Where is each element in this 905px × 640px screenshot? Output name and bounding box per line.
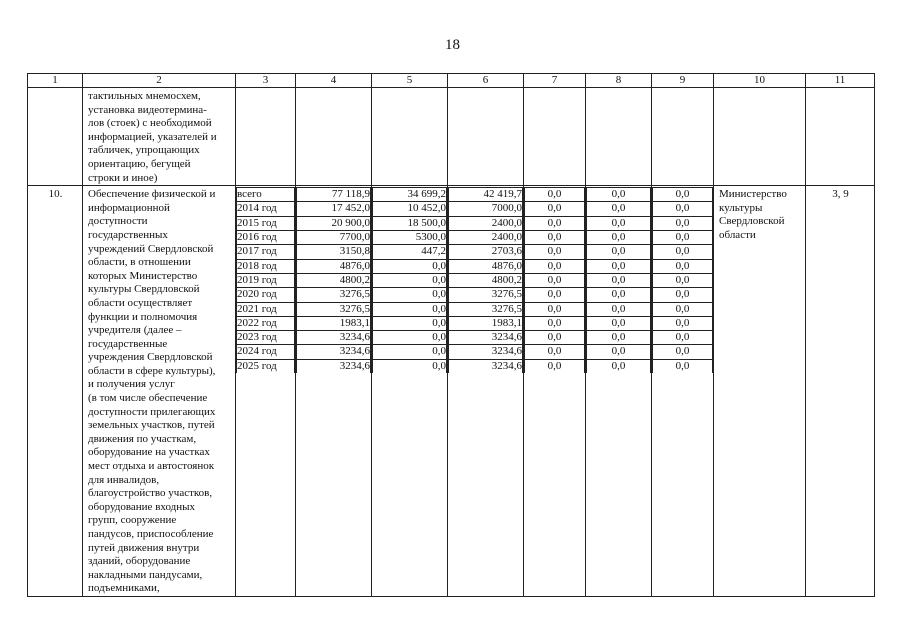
amount-cell: 3276,5	[449, 302, 523, 316]
amount-cell: 0,0	[653, 302, 713, 316]
amount-col6-column	[448, 186, 524, 597]
amount-cell: 1983,1	[449, 316, 523, 330]
amount-cell: 0,0	[525, 259, 585, 273]
amount-cell: 3150,8	[297, 245, 371, 259]
description-line: накладными пандусами,	[88, 568, 203, 581]
amount-cell: 0,0	[525, 288, 585, 302]
amount-cell: 0,0	[587, 288, 651, 302]
amount-col5-column	[372, 186, 448, 597]
description-line: ориентацию, бегущей	[88, 157, 191, 170]
amount-cell: 0,0	[525, 216, 585, 230]
year-cell: 2016 год	[237, 231, 295, 245]
year-cell: 2023 год	[237, 331, 295, 345]
description-line: табличек, упрощающих	[88, 144, 200, 157]
year-cell: 2020 год	[237, 288, 295, 302]
amount-cell: 0,0	[373, 345, 447, 359]
amount-cell: 0,0	[587, 359, 651, 373]
amount-cell: 3234,6	[449, 331, 523, 345]
description-line: подъемниками,	[88, 582, 160, 595]
amount-cell: 0,0	[525, 345, 585, 359]
description-line: строки и иное)	[88, 171, 158, 184]
amount-cell: 0,0	[653, 316, 713, 330]
amount-cell: 3234,6	[297, 359, 371, 373]
amount-cell: 0,0	[587, 245, 651, 259]
amount-cell: 0,0	[525, 273, 585, 287]
amount-cell: 0,0	[373, 259, 447, 273]
amount-cell: 0,0	[587, 302, 651, 316]
amount-cell: 0,0	[653, 259, 713, 273]
year-cell: 2019 год	[237, 273, 295, 287]
description-line: (в том числе обеспечение	[88, 392, 208, 405]
table-row-10	[28, 186, 875, 597]
amount-cell: 0,0	[525, 202, 585, 216]
header-col-3: 3	[236, 74, 296, 88]
year-cell: 2024 год	[237, 345, 295, 359]
description-line: и получения услуг	[88, 378, 175, 391]
year-cell: 2018 год	[237, 259, 295, 273]
amount-cell: 3234,6	[449, 345, 523, 359]
description-line: информацией, указателей и	[88, 130, 217, 143]
amount-cell: 0,0	[525, 245, 585, 259]
amount-cell: 3276,5	[449, 288, 523, 302]
executor-line: Министерство	[719, 188, 787, 201]
amount-cell: 0,0	[373, 359, 447, 373]
amount-cell: 0,0	[653, 345, 713, 359]
cell-empty	[28, 88, 83, 186]
amount-cell: 3276,5	[297, 288, 371, 302]
description-line: доступности	[88, 215, 148, 228]
row-number: 10.	[28, 186, 83, 597]
description-line: учреждения Свердловской	[88, 351, 213, 364]
target-indicators-cell: 3, 9	[806, 186, 875, 597]
description-line: земельных участков, путей	[88, 419, 215, 432]
description-line: оборудование входных	[88, 500, 196, 513]
continued-description	[83, 88, 236, 186]
continued-row	[28, 88, 875, 186]
description-line: групп, сооружение	[88, 514, 177, 527]
amount-cell: 0,0	[373, 316, 447, 330]
amount-cell: 4876,0	[297, 259, 371, 273]
amount-cell: 0,0	[373, 288, 447, 302]
description-line: движения по участкам,	[88, 432, 197, 445]
amount-cell: 0,0	[525, 302, 585, 316]
header-col-8: 8	[586, 74, 652, 88]
amount-cell: 0,0	[373, 331, 447, 345]
amount-cell: 0,0	[587, 216, 651, 230]
amount-cell: 10 452,0	[373, 202, 447, 216]
description-line: путей движения внутри	[88, 541, 200, 554]
description-line: государственных	[88, 228, 168, 241]
year-cell: всего	[237, 188, 295, 202]
description-line: информационной	[88, 201, 170, 214]
years-column	[236, 186, 296, 597]
description-line: доступности прилегающих	[88, 405, 216, 418]
amount-cell: 42 419,7	[449, 188, 523, 202]
amount-cell: 0,0	[587, 331, 651, 345]
description-line: области, в отношении	[88, 256, 191, 269]
amount-cell: 5300,0	[373, 231, 447, 245]
column-number-header	[28, 74, 875, 88]
amount-cell: 0,0	[653, 216, 713, 230]
amount-cell: 7000,0	[449, 202, 523, 216]
amount-cell: 0,0	[373, 302, 447, 316]
amount-cell: 3234,6	[449, 359, 523, 373]
amount-cell: 3234,6	[297, 345, 371, 359]
amount-cell: 1983,1	[297, 316, 371, 330]
amount-cell: 0,0	[587, 231, 651, 245]
amount-cell: 0,0	[587, 316, 651, 330]
amount-cell: 34 699,2	[373, 188, 447, 202]
amount-cell: 0,0	[653, 288, 713, 302]
amount-cell: 0,0	[653, 331, 713, 345]
page-number: 18	[445, 37, 460, 53]
amount-cell: 0,0	[525, 331, 585, 345]
header-col-5: 5	[372, 74, 448, 88]
amount-cell: 0,0	[587, 259, 651, 273]
amount-cell: 7700,0	[297, 231, 371, 245]
executor-cell	[714, 186, 806, 597]
amount-cell: 3276,5	[297, 302, 371, 316]
amount-cell: 0,0	[373, 273, 447, 287]
amount-cell: 0,0	[525, 359, 585, 373]
amount-cell: 0,0	[653, 245, 713, 259]
amount-total-column	[296, 186, 372, 597]
description-line: пандусов, приспособление	[88, 528, 214, 540]
amount-cell: 0,0	[653, 231, 713, 245]
description-line: Обеспечение физической и	[88, 188, 216, 201]
description-line: установка видеотермина-	[88, 103, 207, 116]
header-col-9: 9	[652, 74, 714, 88]
amount-cell: 4876,0	[449, 259, 523, 273]
executor-line: области	[719, 228, 756, 241]
description-line: области в сфере культуры),	[88, 364, 216, 377]
amount-cell: 2400,0	[449, 216, 523, 230]
amount-cell: 0,0	[653, 188, 713, 202]
amount-col7-column	[524, 186, 586, 597]
header-col-4: 4	[296, 74, 372, 88]
amount-col8-column	[586, 186, 652, 597]
amount-cell: 0,0	[525, 188, 585, 202]
amount-cell: 20 900,0	[297, 216, 371, 230]
amount-cell: 18 500,0	[373, 216, 447, 230]
amount-cell: 3234,6	[297, 331, 371, 345]
description-line: мест отдыха и автостоянок	[88, 460, 215, 473]
amount-cell: 0,0	[653, 202, 713, 216]
amount-cell: 0,0	[525, 231, 585, 245]
amount-cell: 0,0	[653, 273, 713, 287]
year-cell: 2021 год	[237, 302, 295, 316]
header-col-7: 7	[524, 74, 586, 88]
description-line: учреждений Свердловской	[88, 242, 214, 255]
description-line: государственные	[88, 337, 168, 350]
amount-cell: 4800,2	[449, 273, 523, 287]
description-line: которых Министерство	[88, 269, 198, 282]
amount-cell: 0,0	[587, 202, 651, 216]
executor-line: Свердловской	[719, 215, 785, 228]
header-col-1: 1	[28, 74, 83, 88]
year-cell: 2017 год	[237, 245, 295, 259]
executor-line: культуры	[719, 201, 763, 214]
amount-cell: 17 452,0	[297, 202, 371, 216]
description-line: благоустройство участков,	[88, 487, 213, 500]
year-cell: 2015 год	[237, 216, 295, 230]
description-line: тактильных мнемосхем,	[88, 90, 201, 102]
description-line: оборудование на участках	[88, 446, 210, 459]
amount-cell: 447,2	[373, 245, 447, 259]
description-line: зданий, оборудование	[88, 555, 191, 568]
amount-cell: 77 118,9	[297, 188, 371, 202]
row-description	[83, 186, 236, 597]
year-cell: 2022 год	[237, 316, 295, 330]
amount-cell: 2400,0	[449, 231, 523, 245]
amount-cell: 0,0	[587, 188, 651, 202]
amount-col9-column	[652, 186, 714, 597]
amount-cell: 0,0	[587, 273, 651, 287]
description-line: лов (стоек) с необходимой	[88, 117, 212, 130]
description-line: функции и полномочия	[88, 310, 198, 323]
year-cell: 2014 год	[237, 202, 295, 216]
program-table	[27, 73, 875, 597]
amount-cell: 2703,6	[449, 245, 523, 259]
amount-cell: 0,0	[653, 359, 713, 373]
description-line: области осуществляет	[88, 296, 193, 309]
description-line: для инвалидов,	[88, 473, 160, 486]
amount-cell: 0,0	[587, 345, 651, 359]
header-col-10: 10	[714, 74, 806, 88]
amount-cell: 0,0	[525, 316, 585, 330]
header-col-6: 6	[448, 74, 524, 88]
header-col-11: 11	[806, 74, 875, 88]
amount-cell: 4800,2	[297, 273, 371, 287]
description-line: культуры Свердловской	[88, 283, 200, 296]
header-col-2: 2	[83, 74, 236, 88]
year-cell: 2025 год	[237, 359, 295, 373]
description-line: учредителя (далее –	[88, 324, 182, 337]
